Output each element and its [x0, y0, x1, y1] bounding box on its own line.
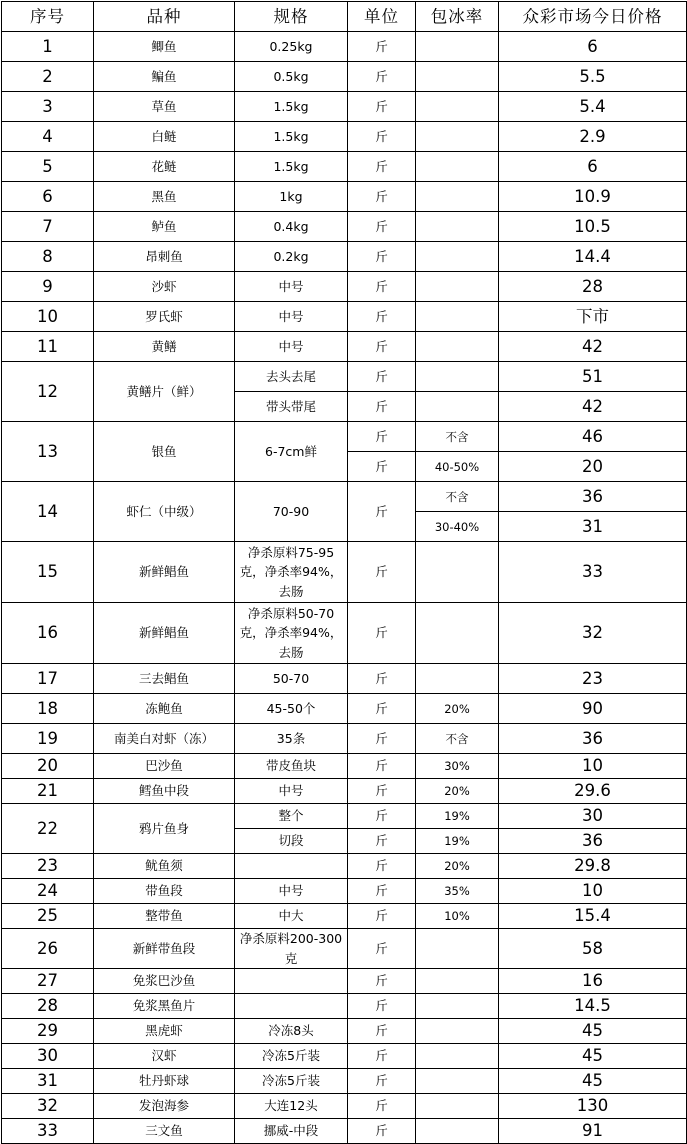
unit-cell: 斤 — [348, 272, 416, 302]
seq-cell: 30 — [2, 1044, 94, 1069]
unit-cell: 斤 — [348, 362, 416, 392]
table-row — [2, 62, 687, 92]
seq-cell: 32 — [2, 1094, 94, 1119]
unit-cell: 斤 — [348, 829, 416, 854]
variety-cell: 白鲢 — [94, 122, 235, 152]
seq-cell: 3 — [2, 92, 94, 122]
unit-cell: 斤 — [348, 929, 416, 969]
table-row — [2, 302, 687, 332]
variety-cell: 免浆黑鱼片 — [94, 994, 235, 1019]
price-cell: 36 — [499, 482, 687, 512]
spec-cell: 中号 — [235, 779, 348, 804]
ice-rate-cell — [416, 182, 499, 212]
seq-cell: 20 — [2, 754, 94, 779]
ice-rate-cell — [416, 1094, 499, 1119]
variety-cell: 鲈鱼 — [94, 212, 235, 242]
price-table-body — [2, 2, 687, 1144]
table-header-row — [2, 2, 687, 32]
ice-rate-cell — [416, 603, 499, 664]
table-row — [2, 854, 687, 879]
price-cell: 20 — [499, 452, 687, 482]
ice-rate-cell — [416, 92, 499, 122]
seq-cell: 1 — [2, 32, 94, 62]
variety-cell: 鳕鱼中段 — [94, 779, 235, 804]
spec-cell — [235, 969, 348, 994]
price-cell: 29.8 — [499, 854, 687, 879]
unit-cell: 斤 — [348, 122, 416, 152]
unit-cell: 斤 — [348, 212, 416, 242]
seq-cell: 18 — [2, 694, 94, 724]
table-row — [2, 272, 687, 302]
variety-cell: 巴沙鱼 — [94, 754, 235, 779]
spec-cell: 1.5kg — [235, 152, 348, 182]
seq-cell: 17 — [2, 664, 94, 694]
unit-cell: 斤 — [348, 302, 416, 332]
seq-cell: 33 — [2, 1119, 94, 1144]
seq-cell: 2 — [2, 62, 94, 92]
unit-cell: 斤 — [348, 32, 416, 62]
variety-cell: 鱿鱼须 — [94, 854, 235, 879]
unit-cell: 斤 — [348, 332, 416, 362]
variety-cell: 银鱼 — [94, 422, 235, 482]
ice-rate-cell: 40-50% — [416, 452, 499, 482]
header-price: 众彩市场今日价格 — [499, 2, 687, 32]
ice-rate-cell: 30-40% — [416, 512, 499, 542]
price-cell: 91 — [499, 1119, 687, 1144]
spec-cell: 带皮鱼块 — [235, 754, 348, 779]
ice-rate-cell: 20% — [416, 779, 499, 804]
unit-cell: 斤 — [348, 62, 416, 92]
variety-cell: 汉虾 — [94, 1044, 235, 1069]
unit-cell: 斤 — [348, 482, 416, 542]
table-row — [2, 754, 687, 779]
seq-cell: 29 — [2, 1019, 94, 1044]
spec-cell: 0.25kg — [235, 32, 348, 62]
table-row — [2, 32, 687, 62]
table-row — [2, 422, 687, 452]
price-cell: 45 — [499, 1019, 687, 1044]
spec-cell: 去头去尾 — [235, 362, 348, 392]
table-row — [2, 362, 687, 392]
unit-cell: 斤 — [348, 452, 416, 482]
seq-cell: 12 — [2, 362, 94, 422]
ice-rate-cell: 30% — [416, 754, 499, 779]
price-cell: 15.4 — [499, 904, 687, 929]
unit-cell: 斤 — [348, 779, 416, 804]
unit-cell: 斤 — [348, 754, 416, 779]
spec-cell — [235, 854, 348, 879]
table-row — [2, 879, 687, 904]
variety-cell: 鸦片鱼身 — [94, 804, 235, 854]
spec-cell: 6-7cm鲜 — [235, 422, 348, 482]
unit-cell: 斤 — [348, 92, 416, 122]
price-cell: 58 — [499, 929, 687, 969]
price-cell: 45 — [499, 1044, 687, 1069]
table-row — [2, 1119, 687, 1144]
price-cell: 32 — [499, 603, 687, 664]
unit-cell: 斤 — [348, 242, 416, 272]
table-row — [2, 542, 687, 603]
unit-cell: 斤 — [348, 182, 416, 212]
variety-cell: 鲫鱼 — [94, 32, 235, 62]
seq-cell: 8 — [2, 242, 94, 272]
spec-cell: 净杀原料200-300克 — [235, 929, 348, 969]
table-row — [2, 994, 687, 1019]
spec-cell: 中号 — [235, 879, 348, 904]
header-ice-rate: 包冰率 — [416, 2, 499, 32]
price-cell: 10 — [499, 879, 687, 904]
ice-rate-cell — [416, 1119, 499, 1144]
unit-cell: 斤 — [348, 879, 416, 904]
spec-cell: 中号 — [235, 302, 348, 332]
variety-cell: 新鲜带鱼段 — [94, 929, 235, 969]
ice-rate-cell — [416, 929, 499, 969]
price-cell: 36 — [499, 829, 687, 854]
seq-cell: 15 — [2, 542, 94, 603]
spec-cell: 35条 — [235, 724, 348, 754]
seq-cell: 4 — [2, 122, 94, 152]
ice-rate-cell — [416, 152, 499, 182]
variety-cell: 草鱼 — [94, 92, 235, 122]
seq-cell: 23 — [2, 854, 94, 879]
seq-cell: 26 — [2, 929, 94, 969]
seq-cell: 28 — [2, 994, 94, 1019]
spec-cell: 0.2kg — [235, 242, 348, 272]
unit-cell: 斤 — [348, 854, 416, 879]
seq-cell: 16 — [2, 603, 94, 664]
seq-cell: 31 — [2, 1069, 94, 1094]
table-row — [2, 152, 687, 182]
seq-cell: 14 — [2, 482, 94, 542]
seq-cell: 25 — [2, 904, 94, 929]
variety-cell: 整带鱼 — [94, 904, 235, 929]
seq-cell: 19 — [2, 724, 94, 754]
variety-cell: 鳊鱼 — [94, 62, 235, 92]
seq-cell: 7 — [2, 212, 94, 242]
seq-cell: 10 — [2, 302, 94, 332]
table-row — [2, 1069, 687, 1094]
ice-rate-cell — [416, 994, 499, 1019]
unit-cell: 斤 — [348, 1094, 416, 1119]
variety-cell: 罗氏虾 — [94, 302, 235, 332]
spec-cell — [235, 994, 348, 1019]
price-cell: 45 — [499, 1069, 687, 1094]
ice-rate-cell — [416, 242, 499, 272]
table-row — [2, 92, 687, 122]
spec-cell: 冷冻5斤装 — [235, 1044, 348, 1069]
price-cell: 29.6 — [499, 779, 687, 804]
spec-cell: 70-90 — [235, 482, 348, 542]
variety-cell: 三文鱼 — [94, 1119, 235, 1144]
ice-rate-cell — [416, 212, 499, 242]
spec-cell: 1.5kg — [235, 122, 348, 152]
spec-cell: 净杀原料50-70克，净杀率94%，去肠 — [235, 603, 348, 664]
table-row — [2, 804, 687, 829]
ice-rate-cell: 20% — [416, 694, 499, 724]
table-row — [2, 904, 687, 929]
unit-cell: 斤 — [348, 664, 416, 694]
header-seq: 序号 — [2, 2, 94, 32]
spec-cell: 净杀原料75-95克，净杀率94%，去肠 — [235, 542, 348, 603]
ice-rate-cell — [416, 302, 499, 332]
variety-cell: 南美白对虾（冻） — [94, 724, 235, 754]
variety-cell: 昂刺鱼 — [94, 242, 235, 272]
header-unit: 单位 — [348, 2, 416, 32]
table-row — [2, 1044, 687, 1069]
table-row — [2, 779, 687, 804]
unit-cell: 斤 — [348, 603, 416, 664]
variety-cell: 新鲜鲳鱼 — [94, 542, 235, 603]
ice-rate-cell — [416, 664, 499, 694]
spec-cell: 大连12头 — [235, 1094, 348, 1119]
spec-cell: 中号 — [235, 272, 348, 302]
seq-cell: 24 — [2, 879, 94, 904]
ice-rate-cell — [416, 392, 499, 422]
table-row — [2, 122, 687, 152]
spec-cell: 中大 — [235, 904, 348, 929]
variety-cell: 黑鱼 — [94, 182, 235, 212]
spec-cell: 1kg — [235, 182, 348, 212]
variety-cell: 花鲢 — [94, 152, 235, 182]
price-table — [1, 1, 687, 1144]
unit-cell: 斤 — [348, 422, 416, 452]
unit-cell: 斤 — [348, 694, 416, 724]
table-row — [2, 1019, 687, 1044]
ice-rate-cell — [416, 272, 499, 302]
spec-cell: 0.4kg — [235, 212, 348, 242]
unit-cell: 斤 — [348, 1069, 416, 1094]
price-cell: 10.9 — [499, 182, 687, 212]
spec-cell: 冷冻8头 — [235, 1019, 348, 1044]
price-cell: 51 — [499, 362, 687, 392]
ice-rate-cell: 19% — [416, 804, 499, 829]
seq-cell: 6 — [2, 182, 94, 212]
variety-cell: 三去鲳鱼 — [94, 664, 235, 694]
seq-cell: 9 — [2, 272, 94, 302]
table-row — [2, 724, 687, 754]
ice-rate-cell — [416, 362, 499, 392]
variety-cell: 带鱼段 — [94, 879, 235, 904]
table-row — [2, 1094, 687, 1119]
price-cell: 30 — [499, 804, 687, 829]
price-cell: 10 — [499, 754, 687, 779]
ice-rate-cell — [416, 332, 499, 362]
ice-rate-cell: 35% — [416, 879, 499, 904]
ice-rate-cell: 不含 — [416, 422, 499, 452]
seq-cell: 5 — [2, 152, 94, 182]
price-cell: 36 — [499, 724, 687, 754]
unit-cell: 斤 — [348, 152, 416, 182]
table-row — [2, 212, 687, 242]
table-row — [2, 694, 687, 724]
price-cell: 5.5 — [499, 62, 687, 92]
ice-rate-cell — [416, 1019, 499, 1044]
price-cell: 90 — [499, 694, 687, 724]
unit-cell: 斤 — [348, 1019, 416, 1044]
ice-rate-cell: 不含 — [416, 724, 499, 754]
header-variety: 品种 — [94, 2, 235, 32]
ice-rate-cell: 不含 — [416, 482, 499, 512]
price-cell: 6 — [499, 32, 687, 62]
table-row — [2, 969, 687, 994]
ice-rate-cell — [416, 32, 499, 62]
price-cell: 14.5 — [499, 994, 687, 1019]
table-row — [2, 482, 687, 512]
seq-cell: 11 — [2, 332, 94, 362]
ice-rate-cell — [416, 1069, 499, 1094]
price-cell: 33 — [499, 542, 687, 603]
unit-cell: 斤 — [348, 542, 416, 603]
spec-cell: 1.5kg — [235, 92, 348, 122]
variety-cell: 冻鲍鱼 — [94, 694, 235, 724]
price-cell: 5.4 — [499, 92, 687, 122]
spec-cell: 冷冻5斤装 — [235, 1069, 348, 1094]
price-cell: 23 — [499, 664, 687, 694]
table-row — [2, 332, 687, 362]
unit-cell: 斤 — [348, 392, 416, 422]
variety-cell: 新鲜鲳鱼 — [94, 603, 235, 664]
seq-cell: 21 — [2, 779, 94, 804]
table-row — [2, 182, 687, 212]
price-cell: 31 — [499, 512, 687, 542]
spec-cell: 带头带尾 — [235, 392, 348, 422]
unit-cell: 斤 — [348, 994, 416, 1019]
spec-cell: 45-50个 — [235, 694, 348, 724]
header-spec: 规格 — [235, 2, 348, 32]
spec-cell: 整个 — [235, 804, 348, 829]
unit-cell: 斤 — [348, 724, 416, 754]
variety-cell: 发泡海参 — [94, 1094, 235, 1119]
unit-cell: 斤 — [348, 1119, 416, 1144]
price-cell: 10.5 — [499, 212, 687, 242]
variety-cell: 黄鳝 — [94, 332, 235, 362]
ice-rate-cell — [416, 62, 499, 92]
table-row — [2, 929, 687, 969]
ice-rate-cell — [416, 542, 499, 603]
price-cell: 130 — [499, 1094, 687, 1119]
ice-rate-cell: 10% — [416, 904, 499, 929]
price-cell: 2.9 — [499, 122, 687, 152]
unit-cell: 斤 — [348, 969, 416, 994]
price-cell: 28 — [499, 272, 687, 302]
variety-cell: 黄鳝片（鲜） — [94, 362, 235, 422]
ice-rate-cell: 20% — [416, 854, 499, 879]
variety-cell: 黑虎虾 — [94, 1019, 235, 1044]
ice-rate-cell — [416, 969, 499, 994]
table-row — [2, 603, 687, 664]
seq-cell: 27 — [2, 969, 94, 994]
ice-rate-cell — [416, 122, 499, 152]
unit-cell: 斤 — [348, 1044, 416, 1069]
price-cell: 14.4 — [499, 242, 687, 272]
spec-cell: 切段 — [235, 829, 348, 854]
variety-cell: 沙虾 — [94, 272, 235, 302]
unit-cell: 斤 — [348, 804, 416, 829]
price-cell: 下市 — [499, 302, 687, 332]
price-cell: 42 — [499, 392, 687, 422]
seq-cell: 13 — [2, 422, 94, 482]
variety-cell: 免浆巴沙鱼 — [94, 969, 235, 994]
spec-cell: 0.5kg — [235, 62, 348, 92]
table-row — [2, 242, 687, 272]
price-cell: 6 — [499, 152, 687, 182]
spec-cell: 中号 — [235, 332, 348, 362]
spec-cell: 挪威-中段 — [235, 1119, 348, 1144]
variety-cell: 虾仁（中级） — [94, 482, 235, 542]
seq-cell: 22 — [2, 804, 94, 854]
table-row — [2, 664, 687, 694]
ice-rate-cell — [416, 1044, 499, 1069]
price-cell: 46 — [499, 422, 687, 452]
variety-cell: 牡丹虾球 — [94, 1069, 235, 1094]
spec-cell: 50-70 — [235, 664, 348, 694]
unit-cell: 斤 — [348, 904, 416, 929]
price-cell: 16 — [499, 969, 687, 994]
ice-rate-cell: 19% — [416, 829, 499, 854]
price-cell: 42 — [499, 332, 687, 362]
